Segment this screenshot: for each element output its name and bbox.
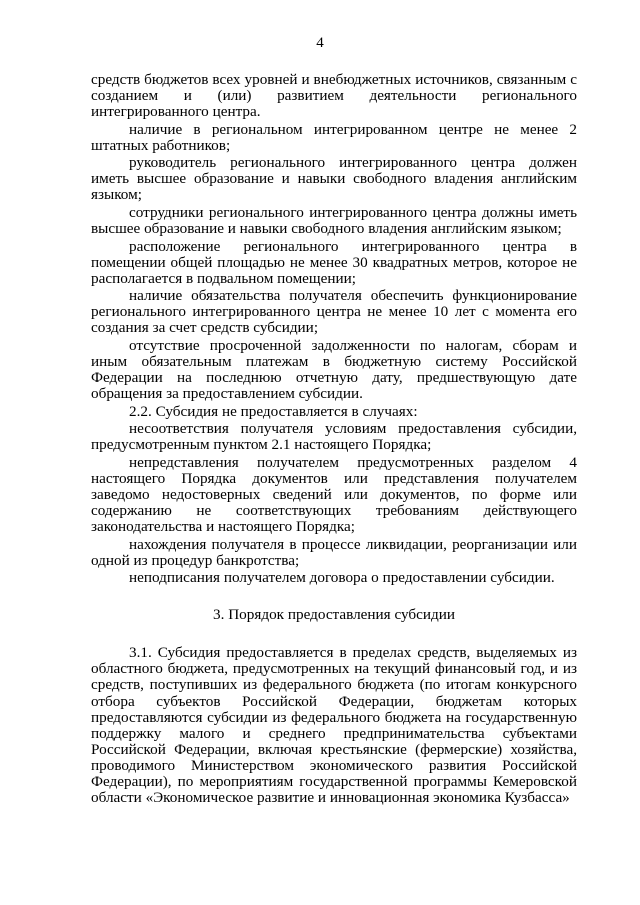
section-heading: 3. Порядок предоставления субсидии bbox=[213, 606, 455, 624]
paragraph-group-bottom bbox=[91, 645, 577, 806]
paragraph: непредставления получателем предусмотренных разделом 4 настоящего Порядка документов или представления получателем заведомо недостоверных сведений или документов, по форме или содержанию не соответствующих требованиям действующего законодательства и настоящего Порядка; bbox=[91, 453, 577, 536]
paragraph: нахождения получателя в процессе ликвидации, реорганизации или одной из процедур банкротства; bbox=[91, 535, 577, 569]
paragraph: наличие обязательства получателя обеспечить функционирование регионального интегрированного центра не менее 10 лет с момента его создания за счет средств субсидии; bbox=[91, 287, 577, 337]
paragraph: неподписания получателем договора о предоставлении субсидии. bbox=[129, 569, 555, 587]
paragraph: 2.2. Субсидия не предоставляется в случаях: bbox=[129, 402, 418, 420]
paragraph: расположение регионального интегрированного центра в помещении общей площадью не менее 30 квадратных метров, которое не располагается в подвальном помещении; bbox=[91, 237, 577, 287]
paragraph: руководитель регионального интегрированного центра должен иметь высшее образование и навыки свободного владения английским языком; bbox=[91, 154, 577, 204]
paragraph: 3.1. Субсидия предоставляется в пределах средств, выделяемых из областного бюджета, предусмотренных на текущий финансовый год, и из средств, поступивших из федерального бюджета (по итогам конкурсного отбора субъектов Российской Федерации, бюджетам которых предоставляются субсидии из федерального бюджета на государственную поддержку малого и среднего предпринимательства субъектами Российской Федерации, включая крестьянские (фермерские) хозяйства, проводимого Министерством экономического развития Российской Федерации), по мероприятиям государственной программы Кемеровской области «Экономическое развитие и инновационная экономика Кузбасса» bbox=[91, 644, 577, 807]
paragraph-group-top bbox=[91, 72, 577, 586]
paragraph: сотрудники регионального интегрированного центра должны иметь высшее образование и навыки свободного владения английским языком; bbox=[91, 203, 577, 238]
paragraph: несоответствия получателя условиям предоставления субсидии, предусмотренным пунктом 2.1 настоящего Порядка; bbox=[91, 420, 577, 454]
page-number: 4 bbox=[316, 35, 324, 51]
document-body bbox=[91, 72, 577, 808]
paragraph: наличие в региональном интегрированном центре не менее 2 штатных работников; bbox=[91, 120, 577, 154]
paragraph: отсутствие просроченной задолженности по налогам, сборам и иным обязательным платежам в бюджетную систему Российской Федерации на последнюю отчетную дату, предшествующую дате обращения за предоставлением субсидии. bbox=[91, 336, 577, 403]
paragraph: средств бюджетов всех уровней и внебюджетных источников, связанным с созданием и (или) развитием деятельности регионального интегрированного центра. bbox=[91, 71, 577, 121]
